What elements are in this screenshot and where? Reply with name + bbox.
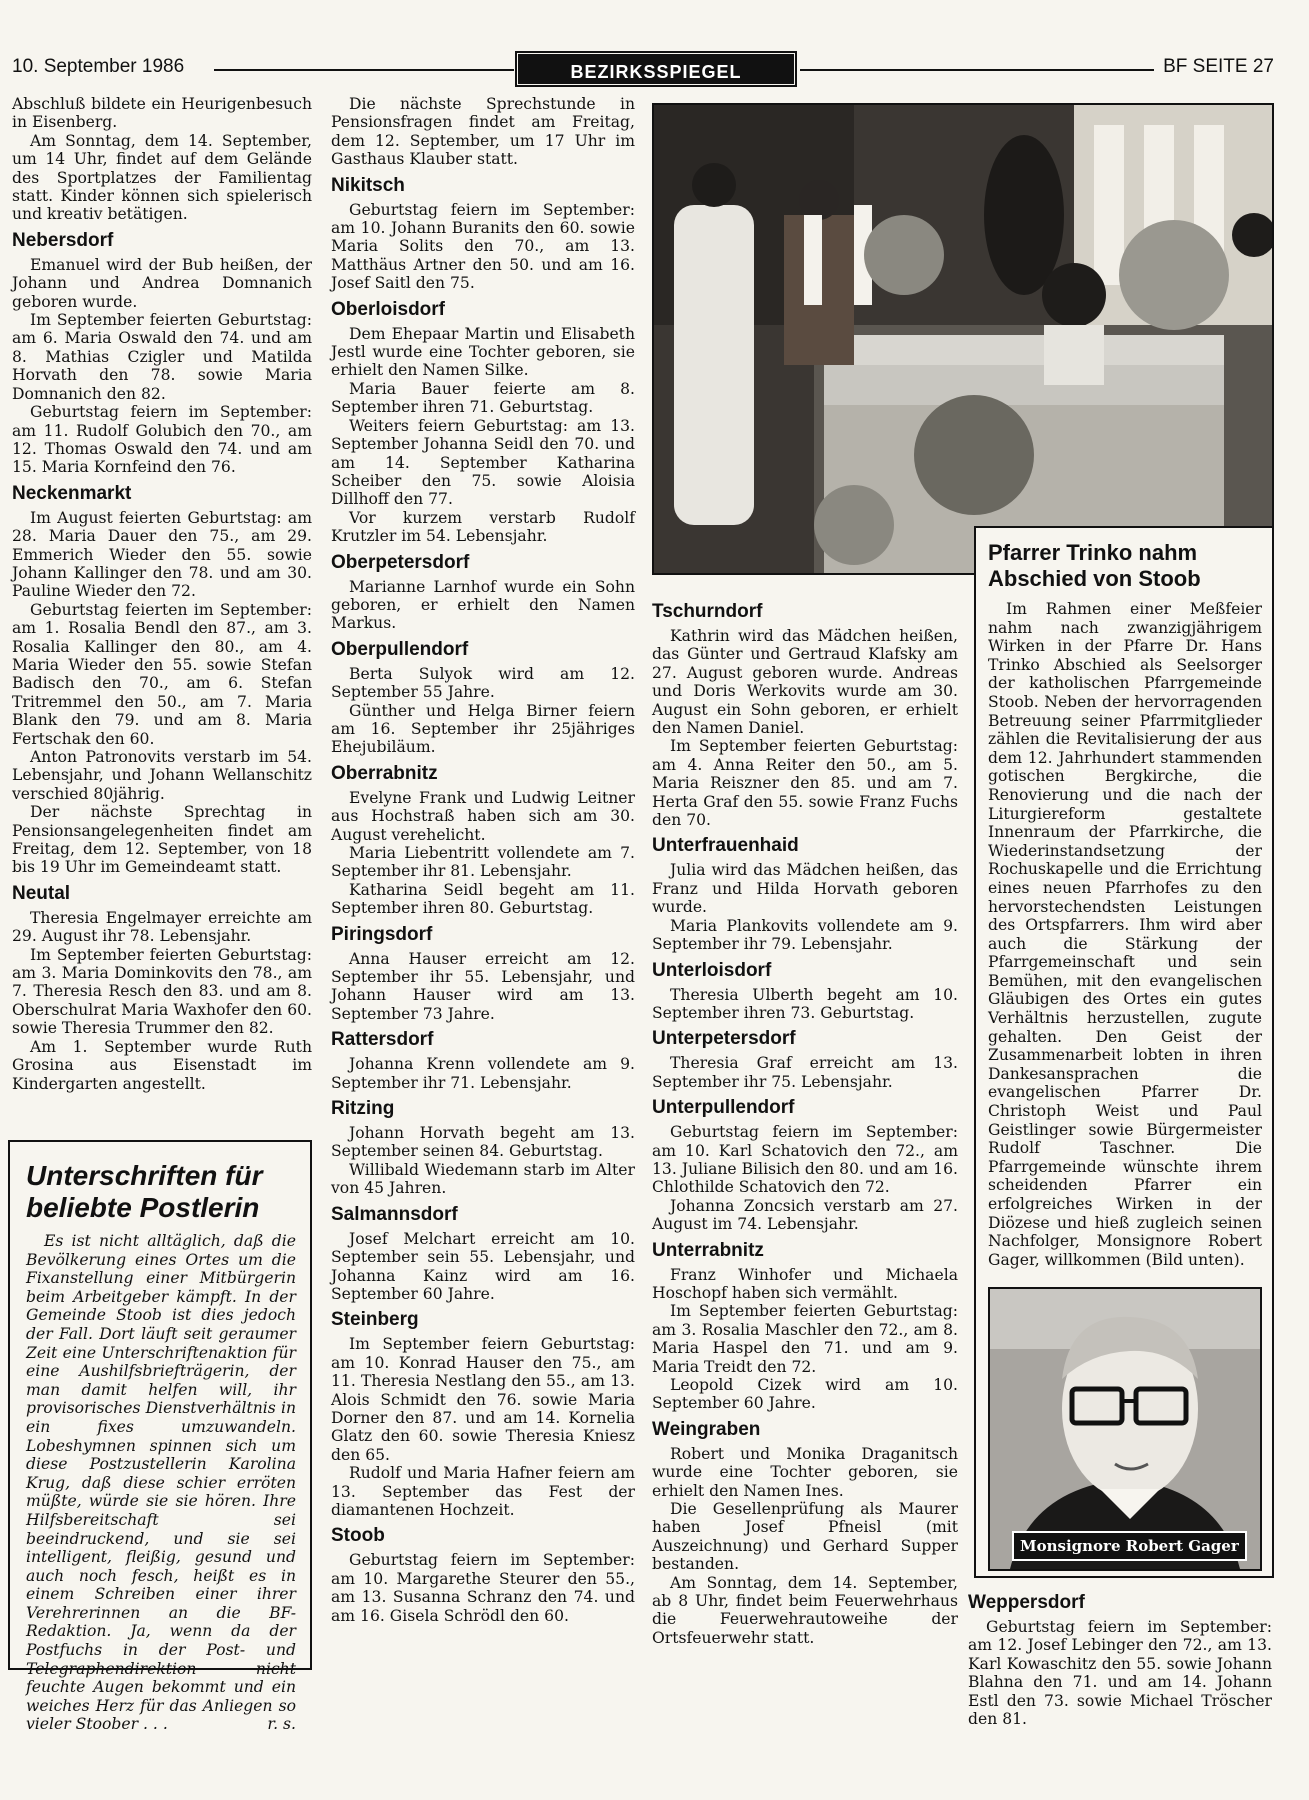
issue-date: 10. September 1986 — [12, 56, 185, 77]
paragraph: Im August feierten Geburtstag: am 28. Maria Dauer den 75., am 29. Emmerich Wieder den 55. sowie Johann Kallinger den 78. und am 30. Pauline Wieder den 72. — [12, 508, 312, 601]
town-heading: Neckenmarkt — [12, 482, 132, 504]
town-heading: Steinberg — [331, 1309, 419, 1331]
town-heading: Weingraben — [652, 1418, 761, 1440]
town-heading: Nikitsch — [331, 174, 405, 196]
paragraph: Willibald Wiedemann starb im Alter von 45 Jahren. — [331, 1160, 635, 1198]
paragraph: Katharina Seidl begeht am 11. September ihren 80. Geburtstag. — [331, 880, 635, 918]
paragraph: Günther und Helga Birner feiern am 16. September ihr 25jähriges Ehejubiläum. — [331, 701, 635, 757]
town-heading: Oberpetersdorf — [331, 551, 470, 573]
section-banner: BEZIRKSSPIEGEL — [518, 54, 794, 84]
paragraph: Dem Ehepaar Martin und Elisabeth Jestl wurde eine Tochter geboren, sie erhielt den Namen Silke. — [331, 324, 635, 380]
paragraph: Geburtstag feiern im September: am 10. Margarethe Steurer den 55., am 13. Susanna Schranz den 74. und am 16. Gisela Schrödl den 60. — [331, 1551, 635, 1625]
paragraph: Maria Plankovits vollendete am 9. September ihr 79. Lebensjahr. — [652, 916, 958, 954]
box-title: Pfarrer Trinko nahm Abschied von Stoob — [988, 540, 1201, 591]
paragraph: Johanna Krenn vollendete am 9. September ihr 71. Lebensjahr. — [331, 1055, 635, 1092]
photo-illustration — [654, 105, 1274, 575]
paragraph: Geburtstag feierten im September: am 1. Rosalia Bendl den 87., am 3. Rosalia Kallinger den 80., am 4. Maria Wieder den 55. sowie Stefan Badisch den 70., am 6. Stefan Tritremmel den 50., am 7. Maria Blank den 79. und am 8. Maria Fertschak den 60. — [12, 600, 312, 748]
page-number: BF SEITE 27 — [1163, 56, 1274, 77]
town-heading: Nebersdorf — [12, 229, 114, 251]
paragraph: Anna Hauser erreicht am 12. September ihr 55. Lebensjahr, und Johann Hauser wird am 13. September 73 Jahre. — [331, 949, 635, 1023]
town-heading: Oberpullendorf — [331, 638, 469, 660]
paragraph: Im September feierten Geburtstag: am 4. Anna Reiter den 50., am 5. Maria Reiszner den 85. und am 7. Herta Graf den 55. sowie Franz Fuchs den 70. — [652, 737, 958, 830]
header-rule-right — [800, 69, 1154, 71]
paragraph: Theresia Graf erreicht am 13. September ihr 75. Lebensjahr. — [652, 1054, 958, 1091]
paragraph: Maria Bauer feierte am 8. September ihren 71. Geburtstag. — [331, 379, 635, 417]
church-farewell-photo — [652, 103, 1274, 575]
paragraph: Der nächste Sprechtag in Pensionsangelegenheiten findet am Freitag, dem 12. September, von 18 bis 19 Uhr im Gemeindeamt statt. — [12, 803, 312, 877]
box-signature: r. s. — [267, 1715, 296, 1734]
column-1 — [12, 95, 312, 1093]
town-heading: Tschurndorf — [652, 601, 763, 622]
town-heading: Neutal — [12, 882, 71, 904]
paragraph: Johann Horvath begeht am 13. September seinen 84. Geburtstag. — [331, 1124, 635, 1161]
town-heading: Stoob — [331, 1525, 385, 1547]
paragraph: Josef Melchart erreicht am 10. September sein 55. Lebensjahr, und Johanna Kainz wird am 16. September 60 Jahre. — [331, 1229, 635, 1303]
paragraph: Rudolf und Maria Hafner feiern am 13. September das Fest der diamantenen Hochzeit. — [331, 1464, 635, 1519]
town-heading: Unterloisdorf — [652, 959, 772, 981]
paragraph: Geburtstag feiern im September: am 12. Josef Lebinger den 72., am 13. Karl Kowaschitz den 55. sowie Johann Blahna den 71. und am 14. Johann Estl den 73. sowie Michael Tröscher den 81. — [968, 1618, 1272, 1729]
paragraph: Geburtstag feiern im September: am 10. Johann Buranits den 60. sowie Maria Solits den 70., am 13. Matthäus Artner den 50. und am 16. Josef Saitl den 75. — [331, 200, 635, 293]
town-heading: Unterpetersdorf — [652, 1028, 796, 1050]
paragraph: Theresia Ulberth begeht am 10. September ihren 73. Geburtstag. — [652, 985, 958, 1022]
town-heading: Oberloisdorf — [331, 298, 446, 320]
town-heading: Unterfrauenhaid — [652, 835, 799, 857]
box-text: Im Rahmen einer Meßfeier nahm nach zwanzigjährigem Wirken in der Pfarre Dr. Hans Trinko Abschied als Seelsorger der katholischen Pfarrgemeinde Stoob. Neben der hervorragenden Betreuung seiner Pfarrmitglieder zählen die Revitalisierung der aus dem 12. Jahrhundert stammenden gotischen Bergkirche, die Renovierung und die nach der Liturgiereform gestaltete Innenraum der Pfarrkirche, die Wiederinstandsetzung der Rochuskapelle und die Errichtung eines neuen Pfarrhofes zu den hervorstechendsten Leistungen des Ortspfarrers. Ihm wird aber auch die Stärkung der Pfarrgemeinschaft und sein Bemühen, mit den evangelischen Gläubigen des Ortes ein gutes Verhältnis herzustellen, zugute gehalten. Den Geist der Zusammenarbeit lobten in ihren Dankesansprachen die evangelischen Pfarrer Dr. Christoph Weist und Paul Geistlinger sowie Bürgermeister Rudolf Taschner. Die Pfarrgemeinde wünschte ihrem scheidenden Pfarrer ein erfolgreiches Wirken in der Diözese und hieß zugleich seinen Nachfolger, Monsignore Robert Gager, willkommen (Bild unten). — [988, 600, 1262, 1269]
paragraph: Theresia Engelmayer erreichte am 29. August ihr 78. Lebensjahr. — [12, 908, 312, 946]
paragraph: Leopold Cizek wird am 10. September 60 Jahre. — [652, 1376, 958, 1413]
paragraph: Im September feierten Geburtstag: am 3. Maria Dominkovits den 78., am 7. Theresia Resch den 83. und am 8. Oberschulrat Maria Waxhofer den 60. sowie Theresia Trummer den 82. — [12, 945, 312, 1038]
paragraph: Am Sonntag, dem 14. September, ab 8 Uhr, findet beim Feuerwehrhaus die Feuerwehrautoweihe der Ortsfeuerwehr statt. — [652, 1573, 958, 1647]
town-heading: Unterrabnitz — [652, 1239, 764, 1261]
paragraph: Weiters feiern Geburtstag: am 13. September Johanna Seidl den 70. und am 14. September Katharina Scheiber den 75. sowie Aloisia Dillhoff den 77. — [331, 416, 635, 509]
column-2 — [331, 95, 635, 1625]
portrait-illustration — [990, 1289, 1260, 1569]
town-heading: Rattersdorf — [331, 1029, 434, 1051]
paragraph: Berta Sulyok wird am 12. September 55 Jahre. — [331, 664, 635, 702]
paragraph: Abschluß bildete ein Heurigenbesuch in Eisenberg. — [12, 95, 312, 132]
paragraph: Robert und Monika Draganitsch wurde eine Tochter geboren, sie erhielt den Namen Ines. — [652, 1444, 958, 1500]
paragraph: Im September feierten Geburtstag: am 6. Maria Oswald den 74. und am 8. Mathias Czigler und Matilda Horvath den 78. sowie Maria Domnanich den 82. — [12, 311, 312, 403]
paragraph: Kathrin wird das Mädchen heißen, das Günter und Gertraud Klafsky am 27. August geboren wurde. Andreas und Doris Werkovits wurde am 30. August ein Sohn geboren, er erhielt den Namen Daniel. — [652, 627, 958, 738]
trinko-box — [974, 526, 1274, 1578]
paragraph: Geburtstag feiern im September: am 11. Rudolf Golubich den 70., am 12. Thomas Oswald den 74. und am 15. Maria Kornfeind den 76. — [12, 403, 312, 477]
column-4 — [968, 1586, 1272, 1728]
paragraph: Anton Patronovits verstarb im 54. Lebensjahr, und Johann Wellanschitz verschied 80jährig. — [12, 748, 312, 803]
paragraph: Vor kurzem verstarb Rudolf Krutzler im 54. Lebensjahr. — [331, 508, 635, 546]
header-rule-left — [214, 69, 514, 71]
paragraph: Evelyne Frank und Ludwig Leitner aus Hochstraß haben sich am 30. August verehelicht. — [331, 788, 635, 844]
paragraph: Im September feierten Geburtstag: am 3. Rosalia Maschler den 72., am 8. Maria Haspel den 71. und am 9. Maria Treidt den 72. — [652, 1302, 958, 1376]
column-3 — [652, 595, 958, 1647]
portrait-photo — [988, 1287, 1262, 1571]
paragraph: Die Gesellenprüfung als Maurer haben Josef Pfneisl (mit Auszeichnung) und Gerhard Supper bestanden. — [652, 1500, 958, 1574]
town-heading: Piringsdorf — [331, 923, 433, 945]
paragraph: Marianne Larnhof wurde ein Sohn geboren, er erhielt den Namen Markus. — [331, 577, 635, 633]
paragraph: Franz Winhofer und Michaela Hoschopf haben sich vermählt. — [652, 1265, 958, 1302]
town-heading: Salmannsdorf — [331, 1203, 458, 1225]
box-text — [26, 1232, 296, 1734]
town-heading: Oberrabnitz — [331, 762, 438, 784]
postlerin-box — [8, 1140, 312, 1734]
portrait-caption: Monsignore Robert Gager — [1012, 1531, 1247, 1561]
paragraph: Am Sonntag, dem 14. September, um 14 Uhr, findet auf dem Gelände des Sportplatzes der Familientag statt. Kinder können sich spielerisch und kreativ betätigen. — [12, 131, 312, 224]
paragraph: Johanna Zoncsich verstarb am 27. August im 74. Lebensjahr. — [652, 1196, 958, 1234]
paragraph: Im September feiern Geburtstag: am 10. Konrad Hauser den 75., am 11. Theresia Nestlang den 55., am 13. Alois Schmidt den 76. sowie Maria Dorner den 87. und am 14. Kornelia Glatz den 60. sowie Theresia Kniesz den 65. — [331, 1335, 635, 1464]
town-heading: Unterpullendorf — [652, 1097, 795, 1119]
town-heading: Ritzing — [331, 1098, 395, 1120]
town-heading: Weppersdorf — [968, 1592, 1085, 1613]
paragraph: Julia wird das Mädchen heißen, das Franz und Hilda Horvath geboren wurde. — [652, 861, 958, 917]
page-header — [12, 54, 1274, 88]
paragraph: Am 1. September wurde Ruth Grosina aus Eisenstadt im Kindergarten angestellt. — [12, 1037, 312, 1093]
box-title: Unterschriften für beliebte Postlerin — [26, 1160, 263, 1223]
box-body: Es ist nicht alltäglich, daß die Bevölkerung eines Ortes um die Fixanstellung einer Mitbürgerin beim Arbeitgeber kämpft. In der Gemeinde Stoob ist dies jedoch der Fall. Dort läuft seit geraumer Zeit eine Unterschriftenaktion für eine Aushilfsbriefträgerin, der man damit helfen will, ihr provisorisches Dienstverhältnis in ein fixes umzuwandeln. Lobeshymnen spinnen sich um diese Postzustellerin Karolina Krug, daß diese schier erröten müßte, würde sie sie hören. Ihre Hilfsbereitschaft sei beeindruckend, und sie sei intelligent, fleißig, gesund und auch noch fesch, heißt es in einem Schreiben einer ihrer Verehrerinnen an die BF-Redaktion. Ja, wenn da der Postfuchs in der Post- und Telegraphendirektion nicht feuchte Augen bekommt und ein weiches Herz für das Anliegen so vieler Stoober . . . — [26, 1232, 296, 1734]
paragraph: Maria Liebentritt vollendete am 7. September ihr 81. Lebensjahr. — [331, 844, 635, 881]
paragraph: Geburtstag feiern im September: am 10. Karl Schatovich den 72., am 13. Juliane Bilisich den 80. und am 16. Chlothilde Schatovich den 72. — [652, 1123, 958, 1197]
paragraph: Emanuel wird der Bub heißen, der Johann und Andrea Domnanich geboren wurde. — [12, 255, 312, 311]
paragraph: Die nächste Sprechstunde in Pensionsfragen findet am Freitag, dem 12. September, um 17 Uhr im Gasthaus Klauber statt. — [331, 95, 635, 169]
